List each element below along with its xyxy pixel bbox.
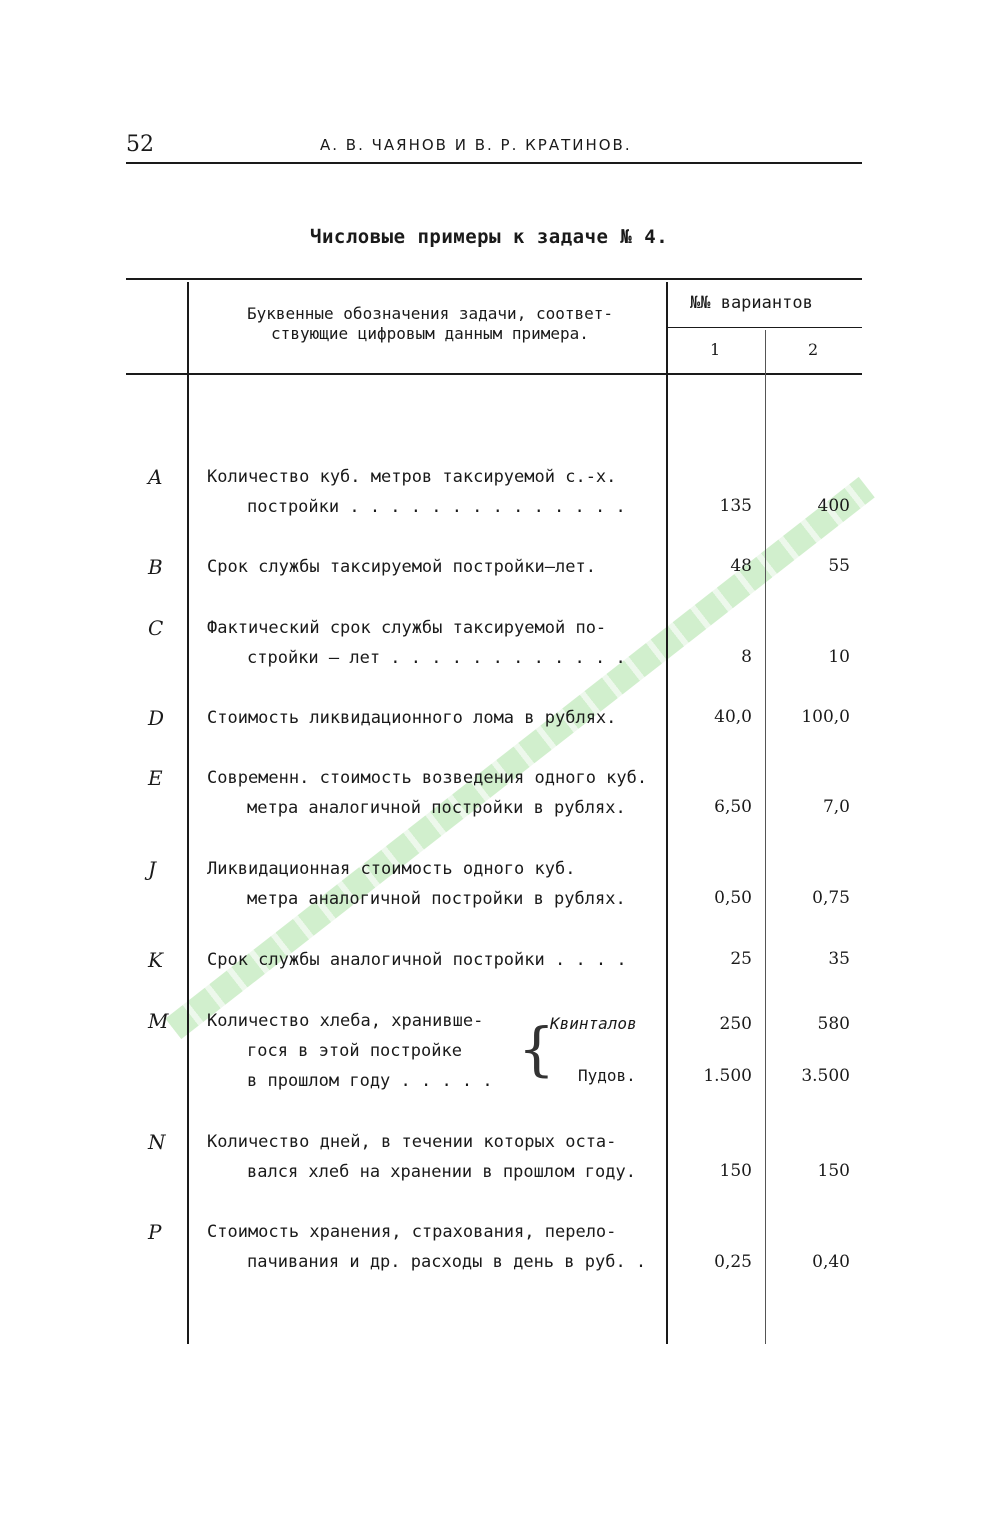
row-value-1-b: 48 xyxy=(730,556,752,576)
row-desc-m: Количество хлеба, хранивше- гося в этой постройке в прошлом году . . . . . xyxy=(207,1011,493,1091)
row-letter-c: C xyxy=(148,616,164,640)
row-value-2-b: 55 xyxy=(828,556,850,576)
table-header-bottom-rule xyxy=(126,373,862,375)
row-value-2-m-poods: 3.500 xyxy=(801,1066,850,1086)
row-desc-c: Фактический срок службы таксируемой по- стройки — лет . . . . . . . . . . . . xyxy=(207,618,626,668)
row-desc-a: Количество куб. метров таксируемой с.-х. постройки . . . . . . . . . . . . . . xyxy=(207,467,626,517)
row-letter-b: B xyxy=(148,555,163,579)
variant-number-2: 2 xyxy=(808,340,819,359)
row-letter-p: P xyxy=(148,1220,162,1244)
row-letter-d: D xyxy=(148,706,165,730)
row-value-2-d: 100,0 xyxy=(801,707,850,727)
row-value-2-c: 10 xyxy=(828,647,850,667)
row-desc-e: Современн. стоимость возведения одного куб. метра аналогичной постройки в рублях. xyxy=(207,768,648,818)
row-value-1-n: 150 xyxy=(719,1161,752,1181)
column-header-line1: Буквенные обозначения задачи, соответ- xyxy=(246,304,614,323)
row-letter-n: N xyxy=(148,1130,166,1154)
desc-col-rule xyxy=(666,282,668,1344)
row-desc-k: Срок службы аналогичной постройки . . . . xyxy=(207,950,627,970)
row-value-1-e: 6,50 xyxy=(714,797,752,817)
brace-glyph: { xyxy=(518,1015,555,1083)
letter-col-rule xyxy=(187,282,189,1344)
row-letter-j: J xyxy=(148,857,157,881)
row-letter-e: E xyxy=(148,766,163,790)
row-value-1-a: 135 xyxy=(719,496,752,516)
row-value-1-c: 8 xyxy=(741,647,752,667)
row-value-2-k: 35 xyxy=(828,949,850,969)
row-value-2-a: 400 xyxy=(817,496,850,516)
row-letter-k: K xyxy=(148,948,163,972)
row-desc-d: Стоимость ликвидационного лома в рублях. xyxy=(207,708,617,728)
row-desc-n: Количество дней, в течении которых оста- вался хлеб на хранении в прошлом году. xyxy=(207,1132,636,1182)
page-number: 52 xyxy=(126,132,154,157)
row-value-1-p: 0,25 xyxy=(714,1252,752,1272)
row-value-1-j: 0,50 xyxy=(714,888,752,908)
variants-subrule xyxy=(668,327,862,328)
column-header xyxy=(200,304,660,344)
header-rule xyxy=(126,162,862,164)
table-top-rule xyxy=(126,278,862,280)
unit-quintals: Квинталов xyxy=(550,1014,637,1033)
row-value-1-m-poods: 1.500 xyxy=(703,1066,752,1086)
row-desc-b: Срок службы таксируемой постройки—лет. xyxy=(207,557,596,577)
column-header-line2: ствующие цифровым данным примера. xyxy=(271,324,589,343)
row-value-1-d: 40,0 xyxy=(714,707,752,727)
row-letter-m: M xyxy=(148,1009,169,1033)
unit-poods: Пудов. xyxy=(578,1066,636,1085)
table-title: Числовые примеры к задаче № 4. xyxy=(310,226,669,248)
row-letter-a: A xyxy=(148,465,163,489)
row-desc-j: Ликвидационная стоимость одного куб. метра аналогичной постройки в рублях. xyxy=(207,859,626,909)
row-value-2-m-quintals: 580 xyxy=(817,1014,850,1034)
variant-number-1: 1 xyxy=(710,340,721,359)
running-head: А. В. ЧАЯНОВ И В. Р. КРАТИНОВ. xyxy=(320,136,632,154)
row-value-2-j: 0,75 xyxy=(812,888,850,908)
row-value-2-p: 0,40 xyxy=(812,1252,850,1272)
row-value-1-k: 25 xyxy=(730,949,752,969)
row-value-2-n: 150 xyxy=(817,1161,850,1181)
row-value-2-e: 7,0 xyxy=(822,797,850,817)
row-desc-p: Стоимость хранения, страхования, перело- пачивания и др. расходы в день в руб. . xyxy=(207,1222,647,1272)
variant-col-rule xyxy=(765,330,766,1344)
row-value-1-m-quintals: 250 xyxy=(719,1014,752,1034)
variants-header: №№ вариантов xyxy=(690,293,813,313)
